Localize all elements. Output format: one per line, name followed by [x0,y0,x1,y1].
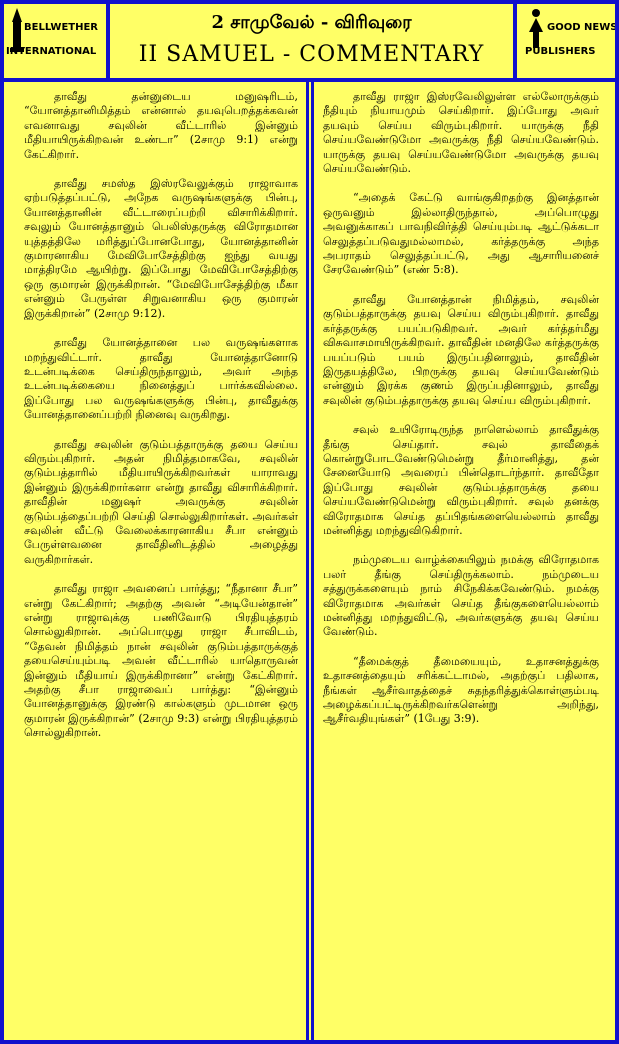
bellwether-logo-name: BELLWETHER [24,22,99,33]
paragraph: தாவீது சமஸ்த இஸ்ரவேலுக்கும் ராஜாவாக ஏற்படுத்தப்பட்டு, அநேக வருஷங்களுக்கு பின்பு, யோனத்தானின் வீட்டாரைப்பற்றி விசாரிக்கிறார். சவுலும் யோனத்தானும் பெலிஸ்தருக்கு விரோதமான யுத்தத்திலே மரித்துப்போனபோது, யோனத்தானின் குமாரனாகிய மேவிபோசேத்திற்கு ஐந்து வயது மாத்திரமே ஆயிற்று. இப்போது மேவிபோசேத்திற்கு ஒரு குமாரன் இருக்கிறான். “மேவிபோசேத்திற்கு மீகா என்னும் பேருள்ள சிறுவனாகிய ஒரு குமாரன் இருக்கிறான்” (2சாமு 9:12). [24,177,298,320]
bellwether-logo-sub: INTERNATIONAL [6,46,97,57]
paragraph: சவுல் உயிரோடிருந்த நாளெல்லாம் தாவீதுக்கு தீங்கு செய்தார். சவுல் தாவீதைக் கொன்றுபோடவேண்டுமென்று தீர்மானித்து, தன் சேனையோடு அவரைப் பின்தொடர்ந்தார். தாவீதோ இப்போது சவுலின் குடும்பத்தாருக்கு தயை செய்யவேண்டுமென்று விரும்புகிறார். சவுல் தனக்கு விரோதமாக செய்த தப்பிதங்களையெல்லாம் தாவீது மன்னித்து மறந்துவிடுகிறார். [323,423,599,537]
paragraph: நம்முடைய வாழ்க்கையிலும் நமக்கு விரோதமாக பலர் தீங்கு செய்திருக்கலாம். நம்முடைய சத்துருக்களையும் நாம் சிநேகிக்கவேண்டும். நமக்கு விரோதமாக அவர்கள் செய்த தீங்குகளையெல்லாம் மன்னித்து மறந்துவிட்டு, அவர்களுக்கு தயவு செய்ய வேண்டும். [323,553,599,639]
paragraph: “அதைக் கேட்டு வாங்குகிறதற்கு இனத்தான் ஒருவனும் இல்லாதிருந்தால், அப்பொழுது அவனுக்காகப் பாவநிவிர்த்தி செய்யும்படி ஆட்டுக்கடா செலுத்தப்படுவதுமல்லாமல், கர்த்தருக்கு அந்த அபராதம் செலுத்தப்பட்டு, அது ஆசாரியனைச் சேரவேண்டும்” (எண் 5:8). [323,191,599,277]
paragraph: தாவீது சவுலின் குடும்பத்தாருக்கு தயை செய்ய விரும்புகிறார். அதன் நிமித்தமாகவே, சவுலின் குடும்பத்தாரில் மீதியாயிருக்கிறவர்கள் யாராவது இன்னும் இருக்கிறார்களா என்று தாவீது விசாரிக்கிறார். தாவீதின் மனுஷர் அவருக்கு சவுலின் குடும்பத்தைப்பற்றி செய்தி சொல்லுகிறார்கள். அவர்கள் சவுலின் வீட்டு வேலைக்காரனாகிய சீபா என்னும் பேருள்ளவனை தாவீதினிடத்தில் அழைத்து வருகிறார்கள். [24,437,298,566]
paragraph: தாவீது யோனத்தான் நிமித்தம், சவுலின் குடும்பத்தாருக்கு தயவு செய்ய விரும்புகிறார். தாவீது கர்த்தருக்கு பயப்படுகிறவர். அவர் கர்த்தர்மீது விசுவாசமாயிருக்கிறவர். தாவீதின் மனதிலே கர்த்தருக்கு பயப்படும் பயம் இருப்பதினாலும், தாவீதின் இருதயத்திலே, பிறருக்கு தயவு செய்யவேண்டும் என்னும் இரக்க குணம் இருப்பதினாலும், தாவீது சவுலின் குடும்பத்தாருக்கு தயவு செய்ய விரும்புகிறார். [323,292,599,407]
paragraph: தாவீது யோனத்தானை பல வருஷங்களாக மறந்துவிட்டார். தாவீது யோனத்தானோடு உடன்படிக்கை செய்திருந்தாலும், அவர் அந்த உடன்படிக்கையை நினைத்துப் பார்க்கவில்லை. இப்போது பல வருஷங்களுக்கு பின்பு, தாவீதுக்கு யோனத்தானைப்பற்றி நினைவு வருகிறது. [24,336,298,422]
paragraph: தாவீது தன்னுடைய மனுஷரிடம், “யோனத்தானிமித்தம் என்னால் தயவுபெறத்தக்கவன் எவனாவது சவுலின் வீட்டாரில் இன்னும் மீதியாயிருக்கிறவன் உண்டா” (2சாமு 9:1) என்று கேட்கிறார். [24,90,298,161]
good-news-logo-name: GOOD NEWS [547,22,618,33]
good-news-logo-sub: PUBLISHERS [525,46,596,57]
paragraph: “தீமைக்குத் தீமையையும், உதாசனத்துக்கு உதாசனத்தையும் சரிக்கட்டாமல், அதற்குப் பதிலாக, நீங்கள் ஆசீர்வாதத்தைச் சுதந்தரித்துக்கொள்ளும்படி அழைக்கப்பட்டிருக்கிறவர்களென்று அறிந்து, ஆசீர்வதியுங்கள்” (1பேது 3:9). [323,654,599,726]
paragraph: தாவீது ராஜா இஸ்ரவேலிலுள்ள எல்லோருக்கும் நீதியும் நியாயமும் செய்கிறார். இப்போது அவர் தயவும் செய்ய விரும்புகிறார். யாருக்கு நீதி செய்யவேண்டுமோ அவருக்கு நீதி செய்யவேண்டும். யாருக்கு தயவு செய்யவேண்டுமோ அவருக்கு தயவு செய்யவேண்டும். [323,90,599,176]
paragraph: தாவீது ராஜா அவனைப் பார்த்து; “நீதானா சீபா” என்று கேட்கிறார்; அதற்கு அவன் “அடியேன்தான்” என்று ராஜாவுக்கு பணிவோடு பிரதியுத்தரம் சொல்லுகிறான். அப்பொழுது ராஜா சீபாவிடம், “தேவன் நிமித்தம் நான் சவுலின் குடும்பத்தாருக்குத் தயைசெய்யும்படி அவன் வீட்டாரில் யாதொருவன் இன்னும் மீதியாய் இருக்கிறானா” என்று கேட்கிறார். அதற்கு சீபா ராஜாவைப் பார்த்து: “இன்னும் யோனத்தானுக்கு இரண்டு கால்களும் முடமான ஒரு குமாரன் இருக்கிறான்” (2சாமு 9:3) என்று பிரதியுத்தரம் சொல்லுகிறான். [24,582,298,740]
page-title-english: II SAMUEL - COMMENTARY [138,42,485,67]
page-title-tamil: 2 சாமுவேல் - விரிவுரை [211,12,412,33]
